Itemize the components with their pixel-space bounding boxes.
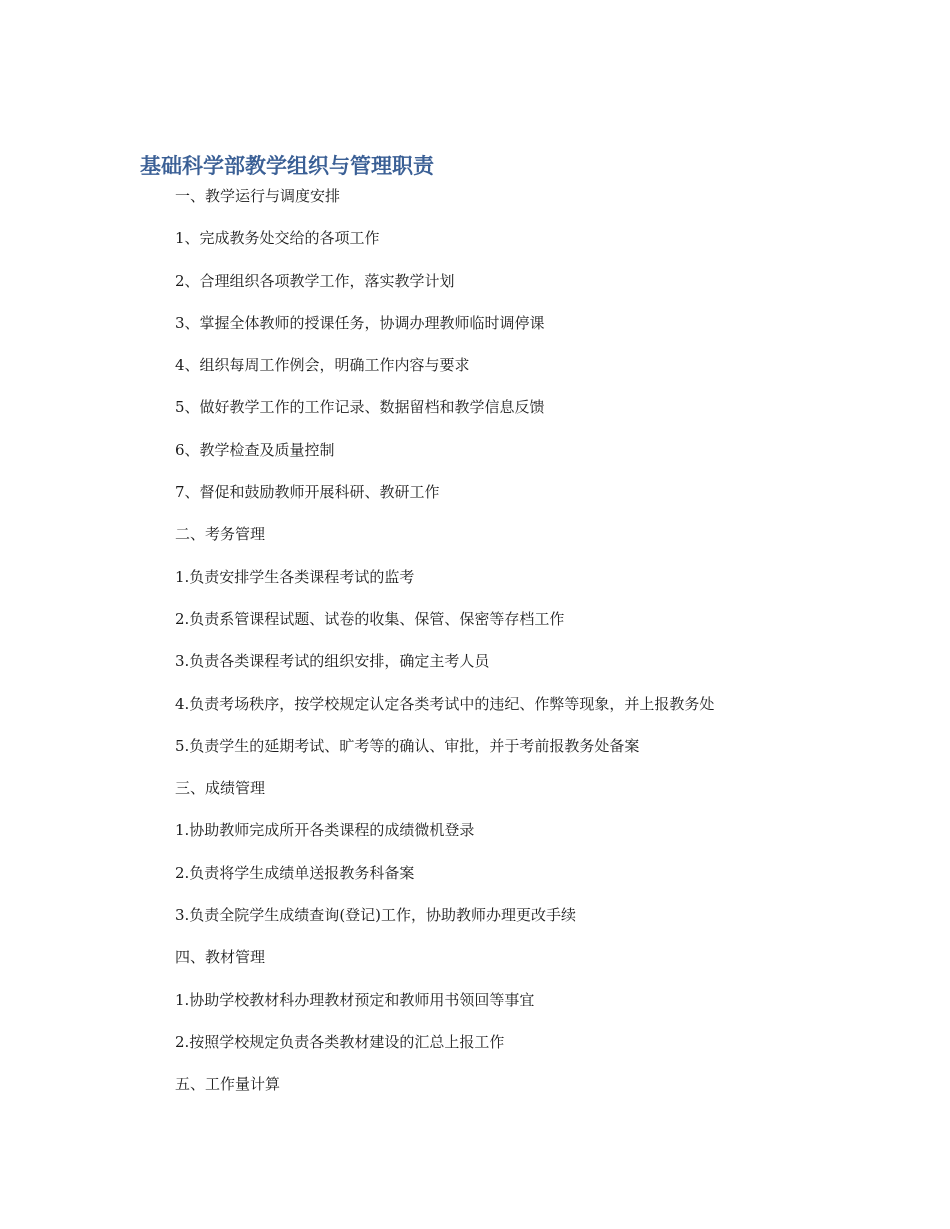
- section-heading-2: 二、考务管理: [175, 525, 266, 544]
- list-item: 2.负责将学生成绩单送报教务科备案: [175, 863, 415, 882]
- list-item: 3.负责全院学生成绩查询(登记)工作，协助教师办理更改手续: [175, 906, 577, 925]
- list-item: 6、教学检查及质量控制: [175, 440, 335, 459]
- list-item: 3、掌握全体教师的授课任务，协调办理教师临时调停课: [175, 313, 545, 332]
- list-item: 2.负责系管课程试题、试卷的收集、保管、保密等存档工作: [175, 609, 565, 628]
- list-item: 4、组织每周工作例会，明确工作内容与要求: [175, 356, 470, 375]
- list-item: 2、合理组织各项教学工作，落实教学计划: [175, 271, 455, 290]
- content-lines: [175, 185, 714, 1116]
- section-heading-3: 三、成绩管理: [175, 779, 266, 798]
- list-item: 1、完成教务处交给的各项工作: [175, 229, 380, 248]
- section-heading-4: 四、教材管理: [175, 948, 266, 967]
- section-heading-5: 五、工作量计算: [175, 1075, 281, 1094]
- list-item: 5.负责学生的延期考试、旷考等的确认、审批，并于考前报教务处备案: [175, 736, 640, 755]
- list-item: 1.负责安排学生各类课程考试的监考: [175, 567, 415, 586]
- list-item: 4.负责考场秩序，按学校规定认定各类考试中的违纪、作弊等现象，并上报教务处: [175, 694, 715, 713]
- page-title: 基础科学部教学组织与管理职责: [140, 154, 434, 178]
- list-item: 7、督促和鼓励教师开展科研、教研工作: [175, 483, 440, 502]
- list-item: 2.按照学校规定负责各类教材建设的汇总上报工作: [175, 1032, 505, 1051]
- section-heading-1: 一、教学运行与调度安排: [175, 187, 341, 205]
- list-item: 1.协助学校教材科办理教材预定和教师用书领回等事宜: [175, 990, 535, 1009]
- list-item: 5、做好教学工作的工作记录、数据留档和教学信息反馈: [175, 398, 545, 417]
- list-item: 3.负责各类课程考试的组织安排，确定主考人员: [175, 652, 490, 671]
- list-item: 1.协助教师完成所开各类课程的成绩微机登录: [175, 821, 475, 840]
